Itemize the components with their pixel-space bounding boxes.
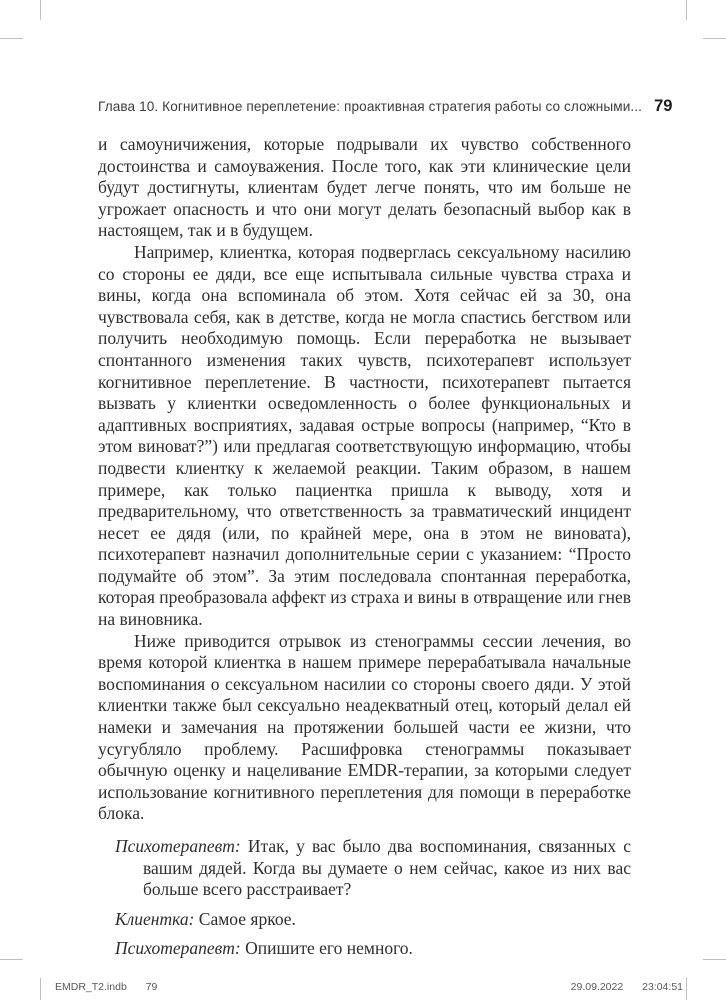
crop-mark-top-right-horizontal [703,38,726,39]
crop-mark-top-left-vertical [40,0,41,20]
indesign-filename: EMDR_T2.indb [55,981,127,993]
speaker-name: Психотерапевт: [115,938,241,959]
crop-mark-top-left-horizontal [0,38,23,39]
print-date: 29.09.2022 [570,981,624,993]
paragraph-example: Например, клиентка, которая подверглась сексуальному насилию со стороны ее дяди, все еще испытывала сильные чувства страха и вины, когда она вспоминала об этом. Хотя сейчас ей за 30, она чувствовала себя, как в детстве, когда не могла спастись бегством или получить необходимую помощь. Если переработка не вызывает спонтанного изменения таких чувств, психотерапевт использует когнитивное переплетение. В частности, психотерапевт пытается вызвать у клиентки осведомленность о более функциональных и адаптивных восприятиях, задавая острые вопросы (например, “Кто в этом виноват?”) или предлагая соответствующую информацию, чтобы подвести клиентку к желаемой реакции. Таким образом, в нашем примере, как только пациентка пришла к выводу, хотя и предварительному, что ответственность за травматический инцидент несет ее дядя (или, по крайней мере, она в этом не виновата), психотерапевт назначил дополнительные серии с указанием: “Просто подумайте об этом”. За этим последовала спонтанная переработка, которая преобразовала аффект из страха и вины в отвращение или гнев на виновника. [98,241,631,630]
paragraph-transcript-intro: Ниже приводится отрывок из стенограммы сессии лечения, во время которой клиентка в нашем примере перерабатывала начальные воспоминания о сексуальном насилии со стороны своего дяди. У этой клиентки также был сексуально неадекватный отец, который делал ей намеки и замечания на протяжении большей части ее жизни, что усугубляло проблему. Расшифровка стенограммы показывает обычную оценку и нацеливание EMDR-терапии, за которыми следует использование когнитивного переплетения для помощи в переработке блока. [98,630,631,824]
slug-left [55,981,157,993]
dialog-text: Самое яркое. [198,908,296,929]
crop-mark-bottom-left-vertical [40,978,41,1000]
dialog-line-therapist-2 [115,938,631,960]
slug-right [571,981,683,993]
crop-mark-bottom-left-horizontal [0,959,23,960]
speaker-name: Клиентка: [115,908,195,929]
dialog-text: Итак, у вас было два воспоминания, связанных с вашим дядей. Когда вы думаете о нем сейчас, какое из них вас больше всего расстраивает? [143,836,632,900]
crop-mark-top-right-vertical [686,0,687,20]
running-header [98,97,673,116]
slug-page-number: 79 [145,981,158,993]
chapter-title: Глава 10. Когнитивное переплетение: проактивная стратегия работы со сложными... [98,99,643,114]
dialog-line-client-1 [115,908,631,931]
page-number: 79 [654,97,673,115]
print-time: 23:04:51 [642,981,683,993]
print-slugline [55,981,683,993]
dialog-line-therapist-1 [115,836,632,901]
crop-mark-bottom-right-vertical [686,978,687,1000]
dialog-text: Опишите его немного. [245,938,413,959]
speaker-name: Психотерапевт: [115,836,241,856]
paragraph-continuation: и самоуничижения, которые подрывали их чувство собственного достоинства и самоуважения. После того, как эти клинические цели будут достигнуты, клиентам будет легче понять, что им больше не угрожает опасность и что они могут делать безопасный выбор как в настоящем, так и в будущем. [98,134,631,241]
page-body [98,134,631,960]
crop-mark-bottom-right-horizontal [703,959,726,960]
